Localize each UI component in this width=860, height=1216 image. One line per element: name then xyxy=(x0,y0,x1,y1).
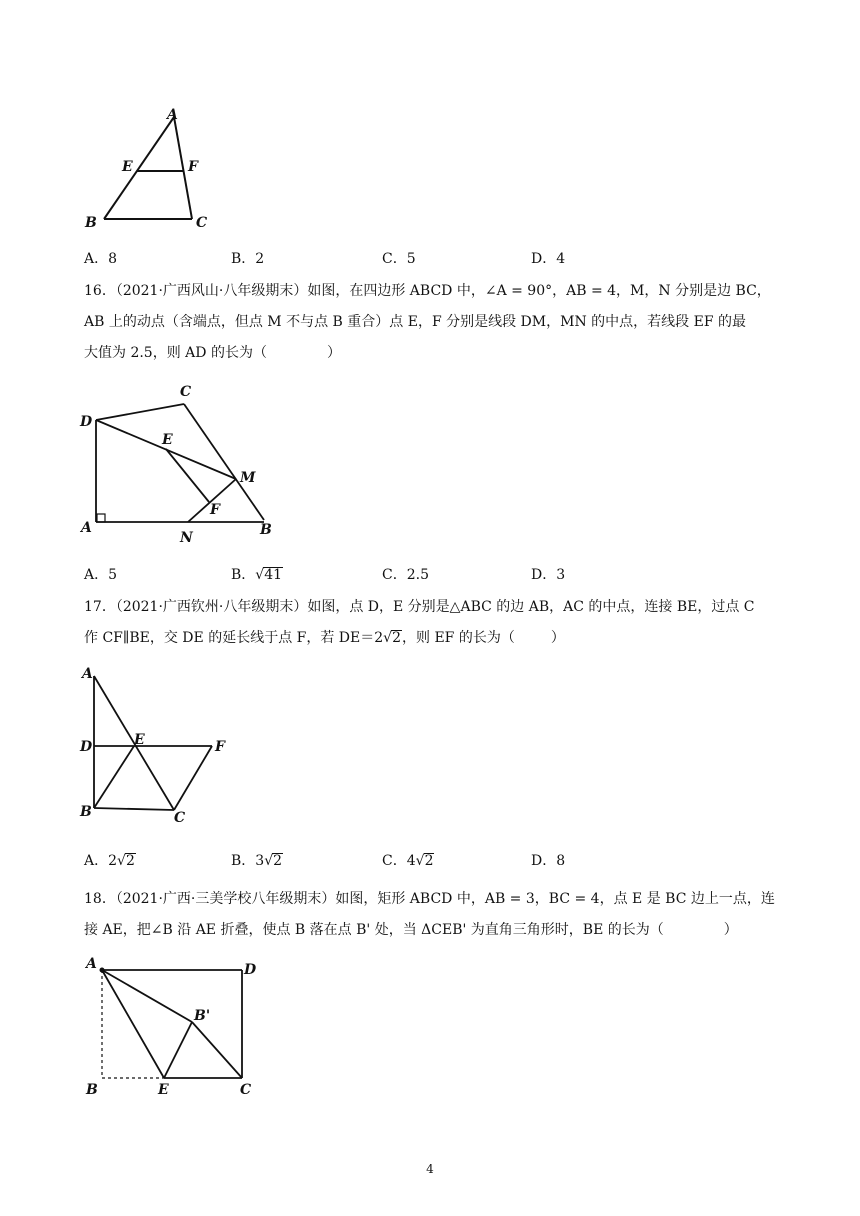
label-a: A xyxy=(82,666,93,682)
label-e: E xyxy=(158,1082,169,1098)
label-a: A xyxy=(167,107,178,123)
label-c: C xyxy=(240,1082,252,1098)
label-b-prime: B' xyxy=(194,1008,211,1024)
label-m: M xyxy=(240,470,256,486)
figure-q17 xyxy=(76,662,246,828)
figure-q15 xyxy=(80,105,220,235)
question-16 xyxy=(84,276,784,369)
label-b: B xyxy=(80,804,92,820)
label-n: N xyxy=(180,530,193,546)
label-f: F xyxy=(215,739,225,755)
label-f: F xyxy=(210,502,220,518)
option-c[interactable]: C．4√2 xyxy=(382,853,434,869)
q16-line-2: AB 上的动点（含端点，但点 M 不与点 B 重合）点 E，F 分别是线段 DM，MN 的中点，若线段 EF 的最 xyxy=(84,314,746,330)
q15-options xyxy=(84,248,724,270)
page-number: 4 xyxy=(426,1162,434,1176)
label-e: E xyxy=(134,732,145,748)
q16-line-1: 16．（2021·广西风山·八年级期末）如图，在四边形 ABCD 中，∠A = 90°，AB = 4，M，N 分别是边 BC， xyxy=(84,283,771,299)
option-c[interactable]: C．2.5 xyxy=(382,567,429,583)
label-b: B xyxy=(85,215,97,231)
label-f: F xyxy=(188,159,198,175)
label-c: C xyxy=(174,810,186,826)
option-c[interactable]: C．5 xyxy=(382,251,416,267)
q18-line-2: 接 AE，把∠B 沿 AE 折叠，使点 B 落在点 B' 处，当 ΔCEB' 为直角三角形时，BE 的长为（ ） xyxy=(84,922,738,938)
option-a[interactable]: A．2√2 xyxy=(84,853,135,869)
q16-options xyxy=(84,564,724,586)
option-b[interactable]: B．√41 xyxy=(231,567,283,583)
label-e: E xyxy=(122,159,133,175)
q17-line-1: 17．（2021·广西钦州·八年级期末）如图，点 D，E 分别是△ABC 的边 AB，AC 的中点，连接 BE，过点 C xyxy=(84,599,755,615)
figure-q16 xyxy=(76,380,296,548)
q17-line-2: 作 CF∥BE，交 DE 的延长线于点 F，若 DE＝2√2，则 EF 的长为（ ） xyxy=(84,630,565,646)
question-17 xyxy=(84,592,784,654)
figure-q18 xyxy=(80,952,280,1102)
label-a: A xyxy=(86,956,97,972)
option-b[interactable]: B．2 xyxy=(231,251,265,267)
option-b[interactable]: B．3√2 xyxy=(231,853,283,869)
label-b: B xyxy=(260,522,272,538)
label-c: C xyxy=(180,384,192,400)
label-a: A xyxy=(81,520,92,536)
label-e: E xyxy=(162,432,173,448)
question-18 xyxy=(84,884,784,946)
label-d: D xyxy=(80,414,93,430)
label-b: B xyxy=(86,1082,98,1098)
option-d[interactable]: D．8 xyxy=(531,853,566,869)
label-d: D xyxy=(244,962,257,978)
option-a[interactable]: A．5 xyxy=(84,567,118,583)
option-d[interactable]: D．4 xyxy=(531,251,566,267)
q16-line-3: 大值为 2.5，则 AD 的长为（ ） xyxy=(84,345,341,361)
option-a[interactable]: A．8 xyxy=(84,251,118,267)
option-d[interactable]: D．3 xyxy=(531,567,566,583)
q18-line-1: 18．（2021·广西·三美学校八年级期末）如图，矩形 ABCD 中，AB = 3，BC = 4，点 E 是 BC 边上一点，连 xyxy=(84,891,775,907)
q17-options xyxy=(84,850,724,872)
label-c: C xyxy=(196,215,208,231)
label-d: D xyxy=(80,739,93,755)
